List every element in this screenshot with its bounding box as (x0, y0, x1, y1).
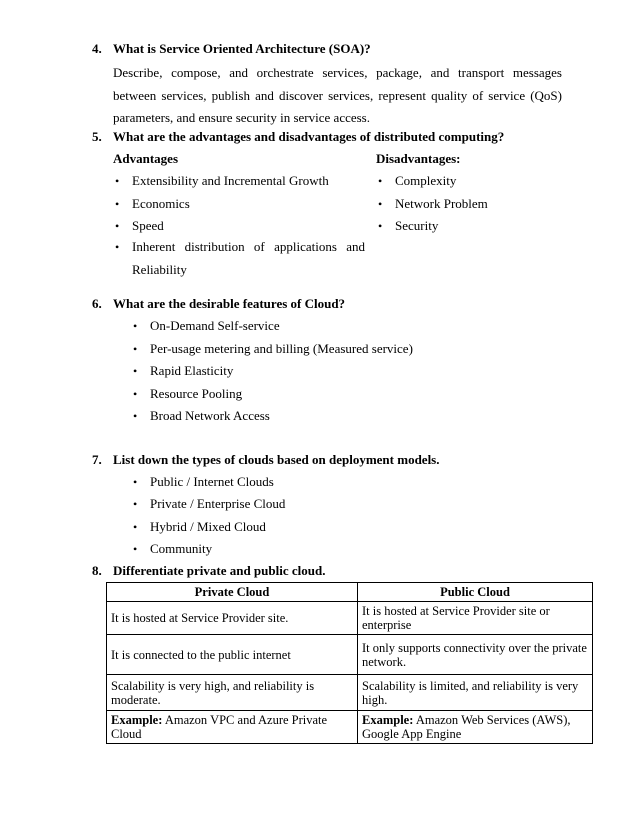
list-item-text: Rapid Elasticity (150, 363, 234, 378)
list-item (133, 386, 242, 402)
list-item (133, 408, 270, 424)
bullet-icon: • (133, 497, 138, 511)
question-title: Differentiate private and public cloud. (113, 563, 326, 578)
list-item (378, 173, 456, 189)
column-header-private: Private Cloud (107, 583, 358, 602)
list-item-text: Broad Network Access (150, 408, 270, 423)
bullet-icon: • (133, 319, 138, 333)
list-item (133, 541, 212, 557)
table-cell: Scalability is very high, and reliability is moderate. (107, 675, 358, 711)
bullet-icon: • (115, 219, 120, 233)
table-header-row (107, 583, 593, 602)
table-row (107, 602, 593, 635)
table-cell: It only supports connectivity over the private network. (358, 635, 593, 675)
list-item-text: Private / Enterprise Cloud (150, 496, 286, 511)
list-item (133, 318, 280, 334)
comparison-table (106, 582, 593, 744)
list-item (133, 341, 413, 357)
bullet-icon: • (378, 197, 383, 211)
list-item-text: Economics (132, 196, 190, 211)
question-8-heading (92, 563, 325, 579)
bullet-icon: • (133, 520, 138, 534)
question-5-heading (92, 129, 504, 145)
list-item-text: Speed (132, 218, 164, 233)
bullet-icon: • (133, 475, 138, 489)
list-item-text: Complexity (395, 173, 457, 188)
example-label: Example: (111, 713, 163, 727)
list-item-text: Security (395, 218, 439, 233)
list-item (115, 173, 329, 189)
bullet-icon: • (115, 197, 120, 211)
disadvantages-heading: Disadvantages: (376, 151, 461, 166)
question-number: 5. (92, 129, 102, 144)
table-row (107, 635, 593, 675)
column-header-public: Public Cloud (358, 583, 593, 602)
example-text: Amazon VPC and Azure Private Cloud (111, 713, 328, 741)
list-item (378, 196, 488, 212)
question-6-heading (92, 296, 345, 312)
example-label: Example: (362, 713, 414, 727)
question-title: List down the types of clouds based on deployment models. (113, 452, 440, 467)
question-number: 4. (92, 41, 102, 56)
question-title: What is Service Oriented Architecture (SOA)? (113, 41, 371, 56)
bullet-icon: • (133, 409, 138, 423)
table-row (107, 675, 593, 711)
list-item-text: Inherent distribution of applications and Reliability (132, 239, 365, 277)
question-number: 8. (92, 563, 102, 578)
table-cell: It is connected to the public internet (107, 635, 358, 675)
table-row-example (107, 711, 593, 744)
table-cell: It is hosted at Service Provider site. (107, 602, 358, 635)
list-item-text: Extensibility and Incremental Growth (132, 173, 329, 188)
list-item-text: Network Problem (395, 196, 488, 211)
question-number: 6. (92, 296, 102, 311)
question-number: 7. (92, 452, 102, 467)
bullet-icon: • (115, 240, 120, 254)
table-cell: Scalability is limited, and reliability is very high. (358, 675, 593, 711)
question-title: What are the advantages and disadvantages of distributed computing? (113, 129, 505, 144)
list-item-text: Public / Internet Clouds (150, 474, 274, 489)
example-text: Amazon Web Services (AWS), Google App Engine (362, 713, 571, 741)
list-item-text: Per-usage metering and billing (Measured service) (150, 341, 413, 356)
advantages-heading: Advantages (113, 151, 179, 166)
list-item-text: On-Demand Self-service (150, 318, 280, 333)
list-item (133, 363, 233, 379)
bullet-icon: • (133, 542, 138, 556)
list-item-text: Resource Pooling (150, 386, 243, 401)
list-item (133, 519, 266, 535)
question-4-heading (92, 41, 371, 57)
list-item-text: Hybrid / Mixed Cloud (150, 519, 266, 534)
question-7-heading (92, 452, 440, 468)
bullet-icon: • (133, 342, 138, 356)
bullet-icon: • (378, 219, 383, 233)
list-item (378, 218, 438, 234)
table-cell: It is hosted at Service Provider site or enterprise (358, 602, 593, 635)
table-cell (107, 711, 358, 744)
list-item-text: Community (150, 541, 213, 556)
bullet-icon: • (133, 364, 138, 378)
list-item (115, 218, 164, 234)
question-4-answer: Describe, compose, and orchestrate services, package, and transport messages between services, publish and discover services, represent quality of service (QoS) parameters, and ensure security in service access. (113, 65, 562, 125)
list-item (115, 196, 190, 212)
list-item (115, 236, 365, 281)
bullet-icon: • (378, 174, 383, 188)
bullet-icon: • (115, 174, 120, 188)
table-cell (358, 711, 593, 744)
bullet-icon: • (133, 387, 138, 401)
list-item (133, 474, 274, 490)
question-title: What are the desirable features of Cloud? (113, 296, 346, 311)
list-item (133, 496, 285, 512)
